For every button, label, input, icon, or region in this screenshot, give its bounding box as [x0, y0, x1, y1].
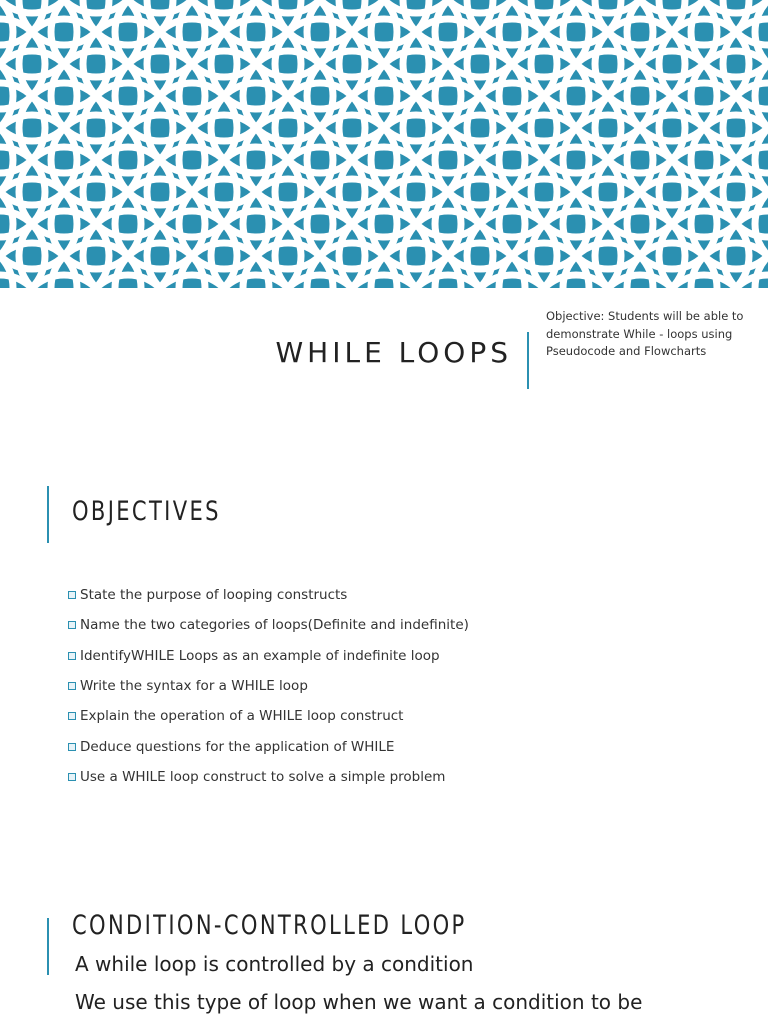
objectives-accent-bar	[47, 486, 49, 543]
checkbox-bullet-icon	[68, 591, 76, 599]
decorative-pattern-banner	[0, 0, 768, 288]
checkbox-bullet-icon	[68, 652, 76, 660]
slide-title: WHILE LOOPS	[275, 336, 512, 369]
checkbox-bullet-icon	[68, 712, 76, 720]
list-item: Use a WHILE loop construct to solve a simple problem	[68, 762, 469, 792]
title-slide	[0, 0, 768, 418]
list-item: IdentifyWHILE Loops as an example of indefinite loop	[68, 641, 469, 671]
condition-heading: CONDITION-CONTROLLED LOOP	[72, 910, 467, 941]
list-item: Write the syntax for a WHILE loop	[68, 671, 469, 701]
title-divider	[527, 332, 529, 389]
list-item: Name the two categories of loops(Definite and indefinite)	[68, 610, 469, 640]
condition-accent-bar	[47, 918, 49, 975]
checkbox-bullet-icon	[68, 743, 76, 751]
checkbox-bullet-icon	[68, 773, 76, 781]
checkbox-bullet-icon	[68, 621, 76, 629]
condition-line-1: A while loop is controlled by a condition	[75, 952, 474, 976]
objective-note: Objective: Students will be able to demonstrate While - loops using Pseudocode and Flowcharts	[546, 309, 744, 358]
condition-line-2: We use this type of loop when we want a condition to be	[75, 990, 643, 1014]
objectives-list	[68, 580, 469, 792]
list-item: State the purpose of looping constructs	[68, 580, 469, 610]
list-item: Explain the operation of a WHILE loop construct	[68, 701, 469, 731]
list-item: Deduce questions for the application of WHILE	[68, 731, 469, 761]
objectives-heading: OBJECTIVES	[72, 496, 221, 527]
checkbox-bullet-icon	[68, 682, 76, 690]
